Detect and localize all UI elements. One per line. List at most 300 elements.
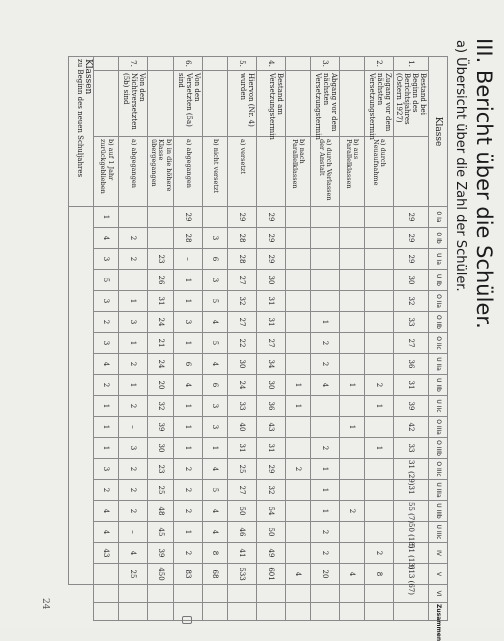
row-label: Hiervon (Nr. 4) wurden <box>228 71 257 137</box>
table-cell <box>311 249 340 270</box>
column-header: U IIIa <box>429 480 448 501</box>
table-cell: 1 <box>365 396 394 417</box>
table-cell: 2 <box>174 543 203 564</box>
table-cell: 30 <box>257 270 286 291</box>
table-cell <box>257 603 286 621</box>
table-cell: 33 <box>394 312 429 333</box>
table-cell: 31 <box>257 438 286 459</box>
row-sublabel: b) in die höhere Klasse übergegangen <box>148 137 174 207</box>
table-cell: 1 <box>174 522 203 543</box>
table-cell: 2 <box>119 396 148 417</box>
row-sublabel: a) durch Neuaufnahme <box>365 137 394 207</box>
table-cell <box>203 585 228 603</box>
table-cell: 2 <box>174 459 203 480</box>
table-cell: 50 <box>257 522 286 543</box>
table-cell: 4 <box>311 375 340 396</box>
row-number <box>203 57 228 71</box>
table-cell <box>286 543 311 564</box>
table-cell <box>340 480 365 501</box>
column-header: U Ib <box>429 270 448 291</box>
table-cell: 2 <box>311 333 340 354</box>
table-cell <box>340 459 365 480</box>
table-cell: 24 <box>148 312 174 333</box>
table-cell <box>365 417 394 438</box>
table-cell: 1 <box>203 438 228 459</box>
row-sublabel: b) nicht versetzt <box>203 137 228 207</box>
table-cell <box>119 207 148 228</box>
table-cell: 23 <box>148 249 174 270</box>
table-cell: 1 <box>311 459 340 480</box>
table-cell: 450 <box>148 564 174 585</box>
table-cell: 4 <box>94 354 119 375</box>
table-cell <box>148 603 174 621</box>
table-cell: 4 <box>203 312 228 333</box>
table-cell <box>148 585 174 603</box>
table-cell <box>119 270 148 291</box>
table-cell <box>286 228 311 249</box>
table-cell: 2 <box>311 522 340 543</box>
column-header: 0 Ia <box>429 207 448 228</box>
table-row <box>340 57 365 621</box>
table-cell <box>311 585 340 603</box>
table-cell: 2 <box>174 480 203 501</box>
row-label: Bestand am Versetzungstermin <box>257 71 286 137</box>
table-cell: 24 <box>148 354 174 375</box>
table-cell: 533 <box>228 564 257 585</box>
row-sublabel <box>257 137 286 207</box>
table-cell: 2 <box>119 249 148 270</box>
table-cell: 22 <box>228 333 257 354</box>
table-cell <box>365 207 394 228</box>
row-sublabel: a) durch Verlassen der Anstalt <box>311 137 340 207</box>
table-cell: 29 <box>257 228 286 249</box>
table-cell <box>340 312 365 333</box>
table-cell: 5 <box>94 270 119 291</box>
table-cell <box>94 564 119 585</box>
column-header: U IIIb <box>429 501 448 522</box>
column-header: IV <box>429 543 448 564</box>
table-cell: 30 <box>148 438 174 459</box>
table-cell: 1 <box>311 501 340 522</box>
table-cell: 3 <box>203 396 228 417</box>
row-number: 1. <box>394 57 429 71</box>
page-subtitle: a) Übersicht über die Zahl der Schüler. <box>453 40 468 292</box>
table-row <box>311 57 340 621</box>
row-label: Abgang vor dem nächsten Versetzungstermin <box>311 71 340 137</box>
table-cell: 31 <box>228 438 257 459</box>
table-cell <box>286 417 311 438</box>
column-header: O IIIa <box>429 417 448 438</box>
table-cell: 1 <box>119 333 148 354</box>
row-number: 5. <box>228 57 257 71</box>
row-label <box>340 71 365 137</box>
table-cell <box>311 228 340 249</box>
table-cell <box>340 543 365 564</box>
table-cell: 30 <box>228 354 257 375</box>
column-header: O IIIb <box>429 438 448 459</box>
table-cell: 2 <box>311 543 340 564</box>
table-cell: 3 <box>203 270 228 291</box>
table-cell <box>365 459 394 480</box>
table-cell: 1 <box>340 375 365 396</box>
table-cell <box>340 228 365 249</box>
table-cell: 1 <box>286 375 311 396</box>
table-cell: 27 <box>228 312 257 333</box>
table-cell: 29 <box>228 207 257 228</box>
column-header: U IIIc <box>429 522 448 543</box>
table-cell <box>340 249 365 270</box>
table-cell: 25 <box>119 564 148 585</box>
table-cell: 4 <box>203 522 228 543</box>
table-cell: 49 <box>257 543 286 564</box>
table-cell <box>286 270 311 291</box>
table-cell: 29 <box>394 249 429 270</box>
table-cell: 32 <box>257 480 286 501</box>
table-cell: 4 <box>203 459 228 480</box>
table-cell: 2 <box>119 354 148 375</box>
table-cell: 4 <box>286 564 311 585</box>
table-cell: 51 (13) <box>394 543 429 564</box>
table-cell: 2 <box>94 312 119 333</box>
table-cell: 32 <box>394 291 429 312</box>
table-body <box>94 57 429 621</box>
table-cell <box>148 207 174 228</box>
table-cell: 28 <box>228 249 257 270</box>
table-row <box>286 57 311 621</box>
table-cell: 4 <box>174 375 203 396</box>
table-cell <box>119 585 148 603</box>
column-header: VI <box>429 585 448 603</box>
table-cell: 29 <box>174 207 203 228</box>
table-cell: 50 <box>228 501 257 522</box>
table-cell: 1 <box>340 417 365 438</box>
table-cell <box>365 312 394 333</box>
table-cell <box>365 501 394 522</box>
table-cell: 6 <box>174 354 203 375</box>
footer-label: Klassen <box>83 59 94 95</box>
table-cell <box>311 270 340 291</box>
row-number <box>340 57 365 71</box>
table-cell: 28 <box>228 228 257 249</box>
table-cell: 83 <box>174 564 203 585</box>
row-label <box>94 71 119 137</box>
column-header: O IIb <box>429 312 448 333</box>
table-cell: 1 <box>174 291 203 312</box>
table-cell: 20 <box>148 375 174 396</box>
table-cell: 2 <box>119 501 148 522</box>
table-cell: 2 <box>119 459 148 480</box>
table-cell: 601 <box>257 564 286 585</box>
table-cell <box>119 603 148 621</box>
row-sublabel: b) aus Parallelklassen <box>340 137 365 207</box>
table-cell: 2 <box>340 501 365 522</box>
table-cell: 4 <box>94 522 119 543</box>
table-cell <box>340 522 365 543</box>
scan-mark <box>182 616 192 624</box>
table-cell <box>340 603 365 621</box>
table-cell: 3 <box>174 312 203 333</box>
table-cell <box>394 603 429 621</box>
table-cell: 2 <box>365 543 394 564</box>
table-cell: 3 <box>94 333 119 354</box>
table-cell: 30 <box>257 375 286 396</box>
table-cell: 2 <box>119 228 148 249</box>
table-cell: 39 <box>394 396 429 417</box>
table-cell <box>286 501 311 522</box>
table-cell <box>311 417 340 438</box>
column-header: U IIa <box>429 354 448 375</box>
column-header-total: Zusammen <box>429 603 448 621</box>
column-header: O IIc <box>429 333 448 354</box>
row-sublabel <box>394 137 429 207</box>
table-cell: 29 <box>257 249 286 270</box>
table-cell <box>365 333 394 354</box>
table-row <box>257 57 286 621</box>
table-cell: 48 <box>148 501 174 522</box>
table-cell: 2 <box>94 375 119 396</box>
table-cell: 32 <box>228 291 257 312</box>
table-row <box>148 57 174 621</box>
table-cell: 31 (29) <box>394 459 429 480</box>
table-cell: 46 <box>228 522 257 543</box>
table-cell <box>340 207 365 228</box>
table-cell: 1 <box>174 333 203 354</box>
table-cell: 1 <box>286 396 311 417</box>
table-cell <box>228 585 257 603</box>
table-cell: 1 <box>311 480 340 501</box>
table-cell: 1 <box>94 396 119 417</box>
table-cell: 8 <box>365 564 394 585</box>
table-cell <box>94 603 119 621</box>
row-label: Von den Nichtversetzten (5b) sind <box>119 71 148 137</box>
table-cell: 43 <box>94 543 119 564</box>
table-cell: 20 <box>311 564 340 585</box>
row-label: Von den Versetzten (5a) sind <box>174 71 203 137</box>
table-row <box>394 57 429 621</box>
table-cell <box>286 585 311 603</box>
table-cell: 30 <box>394 270 429 291</box>
table-cell: 2 <box>311 354 340 375</box>
table-cell: 6 <box>203 249 228 270</box>
table-cell: 2 <box>365 375 394 396</box>
table-cell <box>286 249 311 270</box>
table-cell: 29 <box>257 459 286 480</box>
table-cell: 36 <box>257 396 286 417</box>
table-cell: 27 <box>228 270 257 291</box>
page-title: III. Bericht über die Schüler. <box>472 38 496 329</box>
table-cell <box>365 228 394 249</box>
table-cell: 1 <box>365 438 394 459</box>
column-header: U IIb <box>429 375 448 396</box>
table-cell: 27 <box>228 480 257 501</box>
table-cell: 31 <box>394 375 429 396</box>
row-label <box>203 71 228 137</box>
table-cell: 31 <box>148 291 174 312</box>
table-cell: 1 <box>119 291 148 312</box>
table-cell: 6 <box>203 375 228 396</box>
table-cell <box>148 228 174 249</box>
row-label <box>148 71 174 137</box>
page-number: 24 <box>40 598 50 610</box>
row-number <box>148 57 174 71</box>
table-cell: 23 <box>148 459 174 480</box>
table-cell: 4 <box>94 501 119 522</box>
table-cell: 613 (67) <box>394 564 429 585</box>
table-cell <box>286 333 311 354</box>
table-cell <box>365 603 394 621</box>
row-number: 2. <box>365 57 394 71</box>
table-row <box>119 57 148 621</box>
table-cell <box>286 522 311 543</box>
table-cell: – <box>119 417 148 438</box>
table-cell <box>365 249 394 270</box>
table-cell: – <box>174 249 203 270</box>
table-cell <box>365 270 394 291</box>
table-row <box>365 57 394 621</box>
table-cell: 5 <box>203 333 228 354</box>
table-cell: 1 <box>174 438 203 459</box>
student-statistics-table <box>69 56 449 641</box>
table-cell <box>340 396 365 417</box>
table-cell <box>311 207 340 228</box>
table-cell: 25 <box>228 459 257 480</box>
table-cell: 2 <box>119 480 148 501</box>
table-cell <box>340 438 365 459</box>
table-cell: 2 <box>311 438 340 459</box>
table-cell: 2 <box>174 501 203 522</box>
table-cell: 29 <box>394 207 429 228</box>
table-cell: 39 <box>148 417 174 438</box>
table-cell <box>311 396 340 417</box>
table-cell: 40 <box>228 417 257 438</box>
table-cell: 24 <box>228 375 257 396</box>
table-cell <box>365 522 394 543</box>
table-cell: 21 <box>148 333 174 354</box>
table-cell <box>257 585 286 603</box>
table-cell: 5 <box>203 291 228 312</box>
table-cell <box>286 207 311 228</box>
table-cell <box>94 585 119 603</box>
table-cell: 33 <box>228 396 257 417</box>
table-cell <box>286 603 311 621</box>
table-row <box>174 57 203 621</box>
table-cell: 50 (18) <box>394 522 429 543</box>
table-cell: 3 <box>203 228 228 249</box>
table-cell: 54 <box>257 501 286 522</box>
table-cell: 1 <box>311 312 340 333</box>
table-row <box>94 57 119 621</box>
table-cell: 3 <box>94 249 119 270</box>
table-cell <box>340 333 365 354</box>
table-cell <box>286 438 311 459</box>
row-label <box>286 71 311 137</box>
table-cell: 28 <box>174 228 203 249</box>
table-cell <box>286 312 311 333</box>
table-cell: 2 <box>94 480 119 501</box>
table-cell <box>286 291 311 312</box>
row-number: 7. <box>119 57 148 71</box>
table-cell: 27 <box>257 333 286 354</box>
table-cell: 32 <box>148 396 174 417</box>
table-cell <box>203 207 228 228</box>
table-cell: 45 <box>148 522 174 543</box>
table-cell: 3 <box>119 438 148 459</box>
table-cell <box>340 270 365 291</box>
footer-text: zu Beginn des neuen Schuljahres <box>76 59 85 178</box>
table-cell <box>286 480 311 501</box>
table-cell: 1 <box>94 417 119 438</box>
table-cell: 8 <box>203 543 228 564</box>
table-cell <box>174 585 203 603</box>
row-number <box>286 57 311 71</box>
row-sublabel: a) abgegangen <box>119 137 148 207</box>
table-cell <box>340 585 365 603</box>
table-cell <box>228 603 257 621</box>
table-cell: 55 (7) <box>394 501 429 522</box>
column-header: V <box>429 564 448 585</box>
table-cell: 31 <box>257 291 286 312</box>
table-cell: 1 <box>174 270 203 291</box>
table-cell: 33 <box>394 438 429 459</box>
row-label: Bestand bei Beginn des Berichtsjahres (Ostern 1927) <box>394 71 429 137</box>
table-cell: 29 <box>394 228 429 249</box>
table-cell: 29 <box>257 207 286 228</box>
table-row <box>228 57 257 621</box>
row-number: 6. <box>174 57 203 71</box>
row-number: 4. <box>257 57 286 71</box>
table-cell: 31 <box>394 480 429 501</box>
table-cell: 4 <box>203 501 228 522</box>
table-cell: 1 <box>174 417 203 438</box>
table-cell: 3 <box>94 291 119 312</box>
table-cell: 3 <box>119 312 148 333</box>
table-cell <box>203 603 228 621</box>
column-header: O IIIc <box>429 459 448 480</box>
corner-label: Klasse <box>429 57 448 207</box>
table-cell: 27 <box>394 333 429 354</box>
row-sublabel: b) auf 1 Jahr zurückgeblieben <box>94 137 119 207</box>
column-header: O IIa <box>429 291 448 312</box>
table-cell: 36 <box>394 354 429 375</box>
row-number <box>94 57 119 71</box>
table-cell: 41 <box>228 543 257 564</box>
column-header: 0 Ib <box>429 228 448 249</box>
table-cell <box>311 291 340 312</box>
table-cell: 1 <box>174 396 203 417</box>
row-number: 3. <box>311 57 340 71</box>
table-cell <box>365 480 394 501</box>
table-cell: 5 <box>203 480 228 501</box>
row-sublabel: a) versetzt <box>228 137 257 207</box>
table-cell: 4 <box>203 354 228 375</box>
table-cell <box>365 354 394 375</box>
row-label: Zugang vor dem nächsten Versetzungstermin <box>365 71 394 137</box>
table-cell: 1 <box>119 375 148 396</box>
table-cell: 1 <box>94 438 119 459</box>
table-header-row <box>429 57 448 621</box>
table-cell: 1 <box>94 207 119 228</box>
table-footer-row <box>69 57 94 621</box>
table-cell <box>311 603 340 621</box>
table-cell <box>286 354 311 375</box>
table-cell: 4 <box>94 228 119 249</box>
table-cell: 2 <box>286 459 311 480</box>
table-cell: 43 <box>257 417 286 438</box>
table-cell: 31 <box>257 312 286 333</box>
table-cell <box>340 354 365 375</box>
column-header: U IIc <box>429 396 448 417</box>
table-cell: 3 <box>94 459 119 480</box>
